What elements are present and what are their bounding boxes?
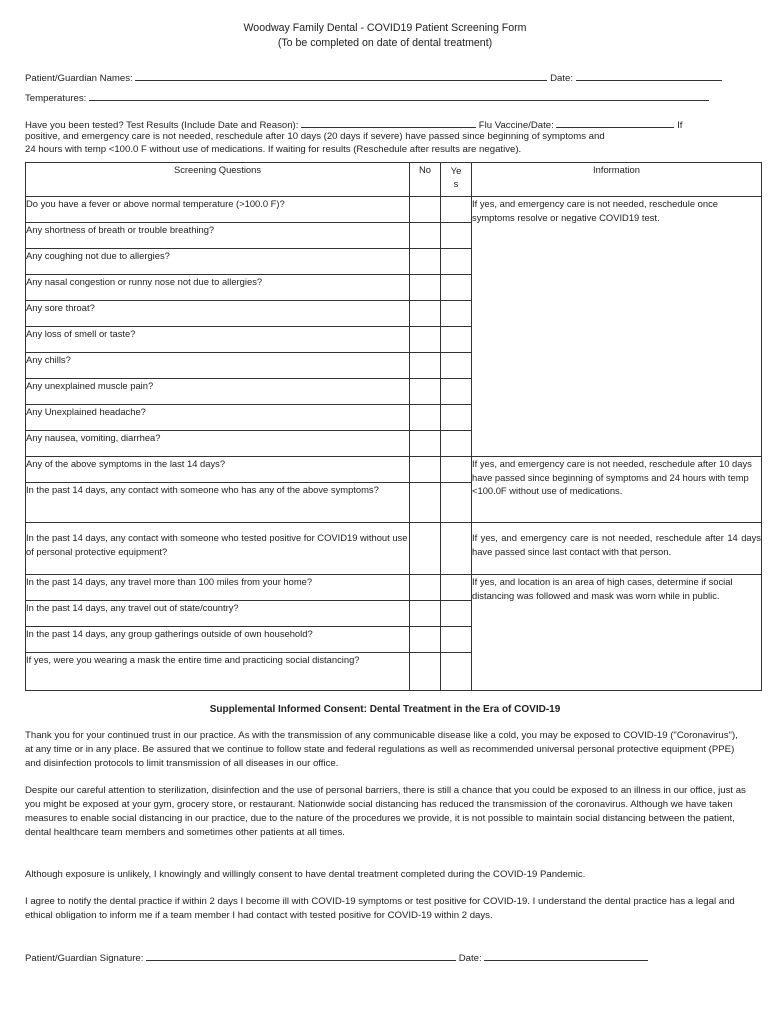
date-label: Date: <box>550 73 574 84</box>
no-checkbox[interactable] <box>410 601 441 627</box>
no-checkbox[interactable] <box>410 379 441 405</box>
yes-checkbox[interactable] <box>441 523 472 575</box>
yes-checkbox[interactable] <box>441 575 472 601</box>
table-row <box>26 457 762 483</box>
question-headache: Any Unexplained headache? <box>26 405 410 431</box>
header-yes: Ye s <box>441 163 472 197</box>
question-gatherings: In the past 14 days, any group gatherings outside of own household? <box>26 627 410 653</box>
tested-note-1: If <box>677 120 683 131</box>
yes-checkbox[interactable] <box>441 483 472 523</box>
header-no: No <box>410 163 441 197</box>
yes-checkbox[interactable] <box>441 353 472 379</box>
no-checkbox[interactable] <box>410 457 441 483</box>
no-checkbox[interactable] <box>410 627 441 653</box>
no-checkbox[interactable] <box>410 249 441 275</box>
temperatures-field[interactable] <box>89 89 709 101</box>
names-label: Patient/Guardian Names: <box>25 73 133 84</box>
question-breathing: Any shortness of breath or trouble breathing? <box>26 223 410 249</box>
signature-label: Patient/Guardian Signature: <box>25 953 144 964</box>
yes-checkbox[interactable] <box>441 327 472 353</box>
names-row <box>25 69 722 86</box>
question-smell-taste: Any loss of smell or taste? <box>26 327 410 353</box>
yes-checkbox[interactable] <box>441 275 472 301</box>
tested-field[interactable] <box>301 116 476 128</box>
no-checkbox[interactable] <box>410 301 441 327</box>
info-contact-symptoms: If yes, and emergency care is not needed, reschedule after 10 days have passed since beginning of symptoms and 24 hours with temp <100.0F without use of medications. <box>472 457 762 523</box>
question-contact-symptoms: In the past 14 days, any contact with someone who has any of the above symptoms? <box>26 483 410 523</box>
no-checkbox[interactable] <box>410 431 441 457</box>
yes-checkbox[interactable] <box>441 223 472 249</box>
signature-date-label: Date: <box>458 953 482 964</box>
question-muscle-pain: Any unexplained muscle pain? <box>26 379 410 405</box>
yes-checkbox[interactable] <box>441 457 472 483</box>
flu-label: Flu Vaccine/Date: <box>478 120 554 131</box>
yes-checkbox[interactable] <box>441 627 472 653</box>
question-travel-out: In the past 14 days, any travel out of state/country? <box>26 601 410 627</box>
question-travel-100: In the past 14 days, any travel more than 100 miles from your home? <box>26 575 410 601</box>
yes-checkbox[interactable] <box>441 301 472 327</box>
yes-checkbox[interactable] <box>441 379 472 405</box>
no-checkbox[interactable] <box>410 223 441 249</box>
no-checkbox[interactable] <box>410 483 441 523</box>
yes-checkbox[interactable] <box>441 249 472 275</box>
question-chills: Any chills? <box>26 353 410 379</box>
tested-note-3: 24 hours with temp <100.0 F without use of medications. If waiting for results (Reschedule after results are negative). <box>25 144 522 155</box>
no-checkbox[interactable] <box>410 653 441 691</box>
form-title: Woodway Family Dental - COVID19 Patient Screening Form <box>243 22 527 34</box>
signature-row <box>25 949 648 966</box>
consent-title: Supplemental Informed Consent: Dental Treatment in the Era of COVID-19 <box>209 704 561 715</box>
question-congestion: Any nasal congestion or runny nose not due to allergies? <box>26 275 410 301</box>
yes-checkbox[interactable] <box>441 601 472 627</box>
no-checkbox[interactable] <box>410 405 441 431</box>
screening-table <box>25 162 762 691</box>
question-sore-throat: Any sore throat? <box>26 301 410 327</box>
table-row <box>26 197 762 223</box>
no-checkbox[interactable] <box>410 353 441 379</box>
question-fever: Do you have a fever or above normal temperature (>100.0 F)? <box>26 197 410 223</box>
header-questions: Screening Questions <box>26 163 410 197</box>
question-contact-positive: In the past 14 days, any contact with someone who tested positive for COVID19 without use of personal protective equipment? <box>26 523 410 575</box>
date-field[interactable] <box>576 69 722 81</box>
yes-checkbox[interactable] <box>441 405 472 431</box>
question-nausea: Any nausea, vomiting, diarrhea? <box>26 431 410 457</box>
info-symptoms: If yes, and emergency care is not needed, reschedule once symptoms resolve or negative COVID19 test. <box>472 197 762 457</box>
no-checkbox[interactable] <box>410 523 441 575</box>
no-checkbox[interactable] <box>410 275 441 301</box>
question-coughing: Any coughing not due to allergies? <box>26 249 410 275</box>
names-field[interactable] <box>135 69 547 81</box>
table-header-row <box>26 163 762 197</box>
info-contact-positive: If yes, and emergency care is not needed, reschedule after 14 days have passed since last contact with that person. <box>472 523 762 575</box>
no-checkbox[interactable] <box>410 327 441 353</box>
form-header <box>25 21 745 51</box>
no-checkbox[interactable] <box>410 575 441 601</box>
header-info: Information <box>472 163 762 197</box>
yes-checkbox[interactable] <box>441 653 472 691</box>
signature-field[interactable] <box>146 949 456 961</box>
consent-paragraph-3: Although exposure is unlikely, I knowingly and willingly consent to have dental treatment completed during the COVID-19 Pandemic. <box>25 869 586 880</box>
temperatures-label: Temperatures: <box>25 93 87 104</box>
table-row <box>26 575 762 601</box>
form-page <box>25 0 761 964</box>
table-row <box>26 523 762 575</box>
form-subtitle: (To be completed on date of dental treatment) <box>277 37 493 50</box>
question-mask: If yes, were you wearing a mask the entire time and practicing social distancing? <box>26 653 410 691</box>
consent-paragraph-2: Despite our careful attention to sterilization, disinfection and the use of personal barriers, there is still a chance that you could be exposed to an illness in our office, just as you might be exposed at your gym, grocery store, or restaurant. Nationwide social distancing has reduced the transmission of the coronavirus. Although we have taken measures to enable social distancing in our practice, due to the nature of the procedures we provide, it is not possible to maintain social distancing between the patient, dental healthcare team members and sometimes other patients at all times. <box>25 785 746 838</box>
tested-note-2: positive, and emergency care is not needed, reschedule after 10 days (20 days if severe) have passed since beginning of symptoms and <box>25 131 605 142</box>
no-checkbox[interactable] <box>410 197 441 223</box>
yes-checkbox[interactable] <box>441 431 472 457</box>
flu-field[interactable] <box>556 116 674 128</box>
signature-date-field[interactable] <box>484 949 648 961</box>
temperatures-row <box>25 89 709 106</box>
tested-label: Have you been tested? Test Results (Include Date and Reason): <box>25 120 299 131</box>
info-travel: If yes, and location is an area of high cases, determine if social distancing was followed and mask was worn while in public. <box>472 575 762 691</box>
consent-paragraph-1: Thank you for your continued trust in our practice. As with the transmission of any communicable disease like a cold, you may be exposed to COVID-19 ("Coronavirus"), at any time or in any place. Be assured that we continue to follow state and federal regulations as well as recommended universal personal protective equipment (PPE) and disinfection protocols to limit transmission of all diseases in our office. <box>25 730 738 769</box>
question-symptoms-14-days: Any of the above symptoms in the last 14 days? <box>26 457 410 483</box>
yes-checkbox[interactable] <box>441 197 472 223</box>
consent-paragraph-4: I agree to notify the dental practice if within 2 days I become ill with COVID-19 symptoms or test positive for COVID-19. I understand the dental practice has a legal and ethical obligation to inform me if a team member I had contact with tested positive for COVID-19 within 2 days. <box>25 896 735 921</box>
